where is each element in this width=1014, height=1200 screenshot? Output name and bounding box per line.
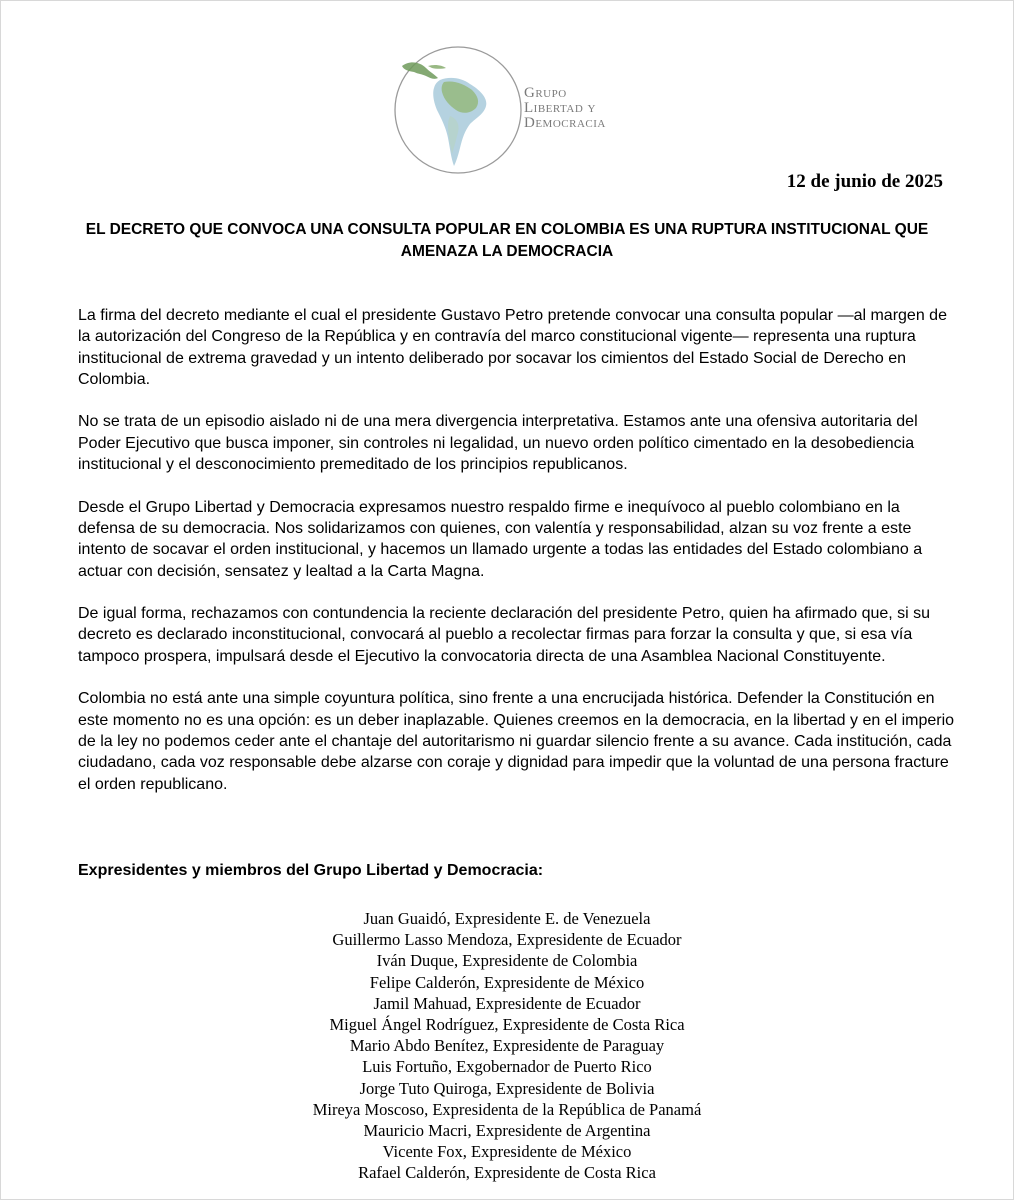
signer: Felipe Calderón, Expresidente de México — [369, 972, 645, 992]
paragraph: Desde el Grupo Libertad y Democracia expresamos nuestro respaldo firme e inequívoco al pueblo colombiano en la defensa de su democracia. Nos solidarizamos con quienes, con valentía y responsabilidad, alzan su voz frente a este intento de socavar el orden institucional, y hacemos un llamado urgente a todas las entidades del Estado colombiano a actuar con decisión, sensatez y lealtad a la Carta Magna. — [78, 498, 923, 580]
logo-line-2: Libertad y — [524, 100, 596, 116]
paragraph: La firma del decreto mediante el cual el presidente Gustavo Petro pretende convocar una consulta popular —al margen de la autorización del Congreso de la República y en contravía del marco constitucional vigente— representa una ruptura institucional de extrema gravedad y un intento deliberado por socavar los cimientos del Estado Social de Derecho en Colombia. — [78, 307, 947, 388]
organization-logo — [388, 44, 648, 176]
signer: Jorge Tuto Quiroga, Expresidente de Bolivia — [359, 1078, 655, 1098]
logo-wordmark — [524, 86, 606, 131]
signer: Rafael Calderón, Expresidente de Costa Rica — [358, 1163, 656, 1183]
document-body — [78, 305, 958, 816]
signer: Jamil Mahuad, Expresidente de Ecuador — [373, 993, 641, 1013]
latin-america-map-icon — [388, 44, 538, 176]
signers-list — [60, 908, 954, 1184]
signer: Guillermo Lasso Mendoza, Expresidente de Ecuador — [332, 930, 682, 950]
paragraph: Colombia no está ante una simple coyuntura política, sino frente a una encrucijada histórica. Defender la Constitución en este momento no es una opción: es un deber inaplazable. Quienes creemos en la democracia, en la libertad y en el imperio de la ley no podemos ceder ante el chantaje del autoritarismo ni guardar silencio frente a su avance. Cada institución, cada ciudadano, cada voz responsable debe alzarse con coraje y dignidad para impedir que la voluntad de una persona fracture el orden republicano. — [78, 690, 955, 793]
signer: Iván Duque, Expresidente de Colombia — [376, 951, 638, 971]
paragraph: No se trata de un episodio aislado ni de una mera divergencia interpretativa. Estamos ante una ofensiva autoritaria del Poder Ejecutivo que busca imponer, sin controles ni legalidad, un nuevo orden político cimentado en la desobediencia institucional y el desconocimiento premeditado de los principios republicanos. — [78, 413, 918, 474]
paragraph: De igual forma, rechazamos con contundencia la reciente declaración del presidente Petro, quien ha afirmado que, si su decreto es declarado inconstitucional, convocará al pueblo a recolectar firmas para forzar la consulta y que, si esa vía tampoco prospera, impulsará desde el Ejecutivo la convocatoria directa de una Asamblea Nacional Constituyente. — [78, 605, 931, 665]
signers-heading: Expresidentes y miembros del Grupo Libertad y Democracia: — [78, 862, 544, 879]
signer: Mireya Moscoso, Expresidenta de la República de Panamá — [312, 1099, 702, 1119]
signer: Mario Abdo Benítez, Expresidente de Paraguay — [349, 1036, 665, 1056]
logo-line-1: Grupo — [524, 85, 567, 101]
document-title: EL DECRETO QUE CONVOCA UNA CONSULTA POPULAR EN COLOMBIA ES UNA RUPTURA INSTITUCIONAL QUE AMENAZA LA DEMOCRACIA — [85, 221, 929, 260]
signer: Luis Fortuño, Exgobernador de Puerto Rico — [362, 1057, 652, 1077]
signer: Juan Guaidó, Expresidente E. de Venezuela — [363, 909, 651, 928]
signer: Mauricio Macri, Expresidente de Argentina — [363, 1121, 651, 1141]
signer: Vicente Fox, Expresidente de México — [382, 1142, 632, 1162]
logo-line-3: Democracia — [524, 115, 606, 131]
signer: Miguel Ángel Rodríguez, Expresidente de Costa Rica — [329, 1015, 685, 1035]
document-date: 12 de junio de 2025 — [786, 171, 943, 192]
